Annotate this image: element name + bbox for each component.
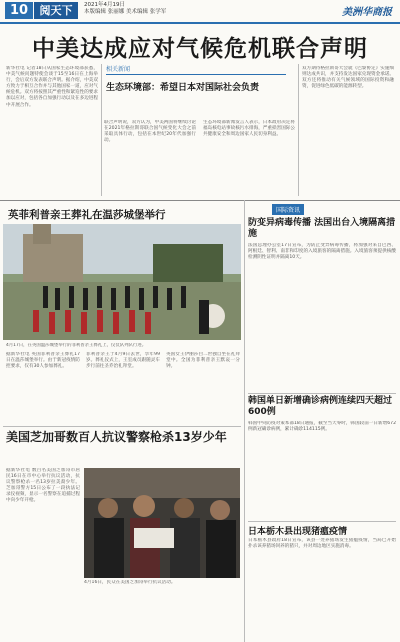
section-label: 阅天下 bbox=[34, 2, 78, 19]
protest-photo-caption: 4月16日，民众在美国芝加哥举行抗议活动。 bbox=[84, 580, 176, 585]
related-title: 生态环境部：希望日本对国际社会负责 bbox=[106, 83, 260, 93]
korea-headline: 韩国单日新增确诊病例连续四天超过600例 bbox=[248, 396, 393, 417]
japan-body: 日本栃木县政府18日宣布，该县一处养猪场发生猪瘟疫情，当局已开始扑杀该养猪场饲养的猪只，并对周边地区实施消毒。 bbox=[248, 538, 396, 550]
funeral-photo-caption: 4月17日，在英国温莎城堡举行的菲利普亲王葬礼上，仪仗队列队行进。 bbox=[6, 343, 147, 348]
page-number: 10 bbox=[5, 2, 33, 19]
page-header bbox=[0, 0, 400, 22]
lead-column-2: 联合声明说，双方认为，中美两国将继续讨论在2021年格拉斯哥联合国气候变化大会之前采取具体行动，包括在本世纪20年代加强行动。 bbox=[104, 120, 196, 144]
lead-column-4: 双方期待格拉斯哥大会就《巴黎协定》实施细则达成共识，并支持发达国家兑现资金承诺。双方还将推动有关气候领域的国际投资和融资，促进绿色低碳的能源转型。 bbox=[302, 66, 394, 90]
international-tag: 国际资讯 bbox=[272, 204, 304, 215]
issue-date: 2021年4月19日 bbox=[84, 2, 125, 8]
france-headline: 防变异病毒传播 法国出台入境隔离措施 bbox=[248, 218, 396, 239]
related-news-box bbox=[106, 64, 296, 118]
editor-credit: 本版编辑 张丽娜 美术编辑 张学军 bbox=[84, 9, 167, 15]
funeral-photo bbox=[3, 224, 241, 340]
section-divider bbox=[248, 521, 396, 522]
section-divider bbox=[3, 426, 241, 427]
newspaper-logo: 美洲华商报 bbox=[342, 7, 392, 18]
protest-photo bbox=[84, 468, 240, 578]
lead-column-3: 生态环境部新闻发言人表示，日本政府决定将福岛核电站事故核污水排海，严重损害国际公共健康安全和周边国家人民切身利益。 bbox=[203, 120, 295, 138]
column-divider bbox=[101, 64, 102, 196]
column-divider bbox=[244, 200, 245, 642]
related-tag: 相关新闻 bbox=[106, 64, 286, 75]
france-body: 法国总理办公室17日宣布，为防止变异病毒传播，将加强对来自巴西、阿根廷、智利、南非和印度的入境旅客的隔离措施。入境旅客须提供核酸检测阴性证明并隔离10天。 bbox=[248, 243, 396, 261]
korea-body: 韩国中央防疫对策本部18日通报，截至当天零时，韩国较前一日新增672例新冠确诊病例，累计确诊114115例。 bbox=[248, 421, 396, 433]
story2-column: 据新华社电 数百名美国芝加哥市居民16日在市中心举行抗议活动，抗议警察枪杀一名13岁拉美裔少年。芝加哥警方15日公布了一段执法记录仪视频，显示一名警察在追捕过程中向少年开枪。 bbox=[6, 468, 80, 504]
column-divider bbox=[298, 64, 299, 196]
story2-headline: 美国芝加哥数百人抗议警察枪杀13岁少年 bbox=[6, 430, 227, 444]
lead-headline: 中美达成应对气候危机联合声明 bbox=[32, 36, 368, 62]
section-divider bbox=[248, 393, 396, 394]
section-divider bbox=[0, 200, 400, 201]
lead-column-1: 新华社电 记者18日从国家生态环境部获悉，中美气候问题特使会谈于15至16日在上海举行，会后双方发表联合声明。据介绍，中美双方致力于相互合作并与其他国家一道，应对气候危机。双方将按照其严重性和紧迫性的要求加以应对，包括各自加强行动以及在多边进程中开展合作。 bbox=[6, 66, 98, 108]
story1-headline: 英菲利普亲王葬礼在温莎城堡举行 bbox=[8, 209, 166, 221]
header-meta bbox=[84, 2, 166, 16]
header-rule bbox=[0, 22, 400, 24]
japan-headline: 日本栃木县出现猪瘟疫情 bbox=[248, 527, 348, 537]
story1-column-a: 据新华社电 英国菲利普亲王葬礼17日在温莎城堡举行。由于新冠疫情防控要求，仅有30人参加葬礼。 bbox=[6, 352, 80, 370]
story1-column-c: 英国女王伊丽莎白二世独自坐在礼拜堂中。全国为菲利普亲王默哀一分钟。 bbox=[166, 352, 240, 370]
story1-column-b: 菲利普亲王于4月9日去世，享年99岁。葬礼仪式上，王室成员跟随灵车步行前往圣乔治礼拜堂。 bbox=[86, 352, 160, 370]
